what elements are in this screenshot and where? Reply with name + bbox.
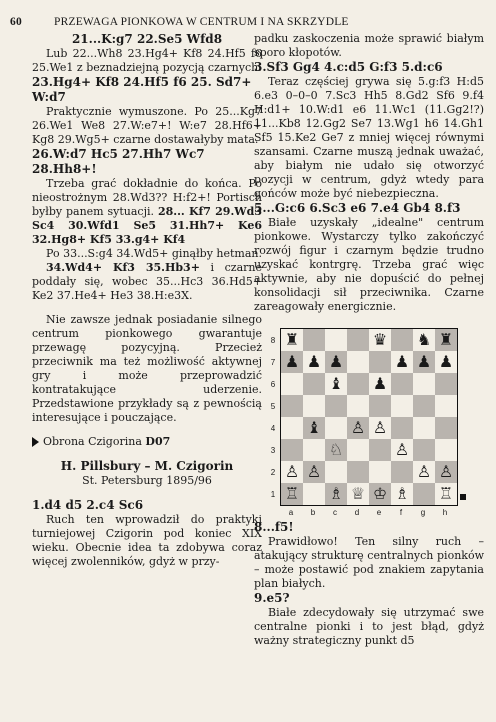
square-d5 (347, 395, 369, 417)
square-h6 (435, 373, 457, 395)
file-label: c (333, 508, 337, 517)
opening-line (32, 435, 262, 449)
square-g3 (413, 439, 435, 461)
comment-text: i czarne poddały się, wobec 35...Hc3 36.Hd5+ Ke2 37.He4+ He3 38.H:e3X. (32, 261, 262, 302)
file-label: d (354, 508, 360, 517)
move-line: 8...f5! (254, 520, 294, 534)
square-h1: ♖ (435, 483, 457, 505)
square-b6 (303, 373, 325, 395)
left-column (32, 32, 262, 569)
move-line: 1.d4 d5 2.c4 Sc6 (32, 498, 144, 512)
square-b7: ♟ (303, 351, 325, 373)
paragraph: Nie zawsze jednak posiadanie silnego centrum pionkowego gwarantuje przewagę pozycyjną. Przecież przeciwnik ma też możliwość aktywnej gry i może przeprowadzić kontratakujące uderzenie. Przedstawione przykłady są z pewnością interesujące i pouczające. (32, 313, 262, 424)
chess-diagram (268, 324, 462, 520)
paragraph: Lub 22...Wh8 23.Hg4+ Kf8 24.Hf5 f6 25.We1 z beznadziejną pozycją czarnych. (32, 47, 262, 74)
page-header (0, 6, 496, 30)
square-h5 (435, 395, 457, 417)
square-f7: ♟ (391, 351, 413, 373)
square-f2 (391, 461, 413, 483)
square-g2: ♙ (413, 461, 435, 483)
square-f8 (391, 329, 413, 351)
square-g6 (413, 373, 435, 395)
square-e5 (369, 395, 391, 417)
square-h4 (435, 417, 457, 439)
file-label: b (310, 508, 316, 517)
square-b3 (303, 439, 325, 461)
square-d6 (347, 373, 369, 395)
square-g4 (413, 417, 435, 439)
square-d3 (347, 439, 369, 461)
right-column (254, 32, 484, 648)
square-a1: ♖ (281, 483, 303, 505)
white-to-move-marker (460, 494, 466, 500)
square-h2: ♙ (435, 461, 457, 483)
square-e3 (369, 439, 391, 461)
file-label: a (288, 508, 294, 517)
square-f4 (391, 417, 413, 439)
square-b4: ♝ (303, 417, 325, 439)
square-f5 (391, 395, 413, 417)
square-h7: ♟ (435, 351, 457, 373)
move-line: 5...G:c6 6.Sc3 e6 7.e4 Gb4 8.f3 (254, 201, 461, 215)
paragraph (32, 177, 262, 247)
running-title: PRZEWAGA PIONKOWA W CENTRUM I NA SKRZYDLE (54, 16, 349, 28)
square-e1: ♔ (369, 483, 391, 505)
square-c7: ♟ (325, 351, 347, 373)
file-label: g (420, 508, 426, 517)
move-line: 23.Hg4+ Kf8 24.Hf5 f6 25. Sd7+ W:d7 (32, 75, 252, 104)
triangle-icon (32, 437, 39, 447)
square-g1 (413, 483, 435, 505)
square-e7 (369, 351, 391, 373)
square-d2 (347, 461, 369, 483)
paragraph: Prawidłowo! Ten silny ruch – atakujący strukturę centralnych pionków – może postawić pod znakiem zapytania plan białych. (254, 535, 484, 590)
square-f6 (391, 373, 413, 395)
square-b8 (303, 329, 325, 351)
square-b2: ♙ (303, 461, 325, 483)
square-d8 (347, 329, 369, 351)
rank-label: 8 (270, 336, 276, 345)
rank-label: 1 (270, 490, 276, 499)
move-line: 3.Sf3 Gg4 4.c:d5 G:f3 5.d:c6 (254, 60, 443, 74)
paragraph: Po 33...S:g4 34.Wd5+ ginąłby hetman. (46, 247, 262, 260)
square-a5 (281, 395, 303, 417)
square-c1: ♗ (325, 483, 347, 505)
square-c4 (325, 417, 347, 439)
paragraph: Teraz częściej grywa się 5.g:f3 H:d5 6.e3 0–0–0 7.Sc3 Hh5 8.Gd2 Sf6 9.f4 H:d1+ 10.W:d1 e6 11.Wc1 (11.Gg2!?) 11...Kb8 12.Gg2 Se7 13.Wg1 h6 14.Gh1 Sf5 15.Ke2 Ge7 z mniej więcej równymi szansami. Czarne muszą jednak uważać, aby białym nie udało się otworzyć pozycji w centrum, gdyż wtedy para gońców może być niebezpieczna. (254, 75, 484, 200)
move-text: 28... Kf7 29.Wd3 Sc4 30.Wfd1 Se5 31.Hh7+ Ke6 32.Hg8+ Kf5 33.g4+ Kf4 (32, 205, 262, 246)
game-event: St. Petersburg 1895/96 (82, 474, 212, 487)
square-a7: ♟ (281, 351, 303, 373)
square-a8: ♜ (281, 329, 303, 351)
rank-label: 2 (270, 468, 276, 477)
square-d7 (347, 351, 369, 373)
file-label: h (442, 508, 448, 517)
paragraph: padku zaskoczenia może sprawić białym sporo kłopotów. (254, 32, 484, 59)
square-g7: ♟ (413, 351, 435, 373)
square-d1: ♕ (347, 483, 369, 505)
rank-label: 4 (270, 424, 276, 433)
opening-code: D07 (145, 435, 171, 448)
paragraph: Praktycznie wymuszone. Po 25...Kg7 26.We1 We8 27.W:e7+! W:e7 28.Hf6+ Kg8 29.Wg5+ czarne dostawałyby mata. (32, 105, 262, 146)
chess-board (280, 328, 458, 506)
square-c6: ♝ (325, 373, 347, 395)
square-b5 (303, 395, 325, 417)
square-c8 (325, 329, 347, 351)
square-e6: ♟ (369, 373, 391, 395)
paragraph (32, 261, 262, 303)
page-number: 60 (10, 16, 22, 28)
square-e8: ♛ (369, 329, 391, 351)
square-h3 (435, 439, 457, 461)
square-e2 (369, 461, 391, 483)
move-line: 21...K:g7 22.Se5 Wfd8 (71, 32, 223, 46)
square-g8: ♞ (413, 329, 435, 351)
game-players: H. Pillsbury – M. Czigorin (60, 459, 234, 473)
move-line: 26.W:d7 Hc5 27.Hh7 Wc7 28.Hh8+! (32, 147, 205, 176)
paragraph: Białe uzyskały „idealne" centrum pionkowe. Wystarczy tylko zakończyć rozwój figur i czarnym będzie trudno uzyskać kontrgrę. Trzeba grać więc aktywnie, aby nie dopuścić do pełnej konsolidacji sił przeciwnika. Czarne zareagowały energicznie. (254, 216, 484, 313)
rank-label: 5 (270, 402, 276, 411)
move-line: 9.e5? (254, 591, 290, 605)
square-f3: ♙ (391, 439, 413, 461)
square-a6 (281, 373, 303, 395)
paragraph: Ruch ten wprowadził do praktyki turniejowej Czigorin pod koniec XIX wieku. Obecnie idea ta zdobywa coraz więcej zwolenników, gdyż w przy- (32, 513, 262, 568)
file-label: f (399, 508, 403, 517)
square-e4: ♙ (369, 417, 391, 439)
square-c3: ♘ (325, 439, 347, 461)
square-c5 (325, 395, 347, 417)
square-h8: ♜ (435, 329, 457, 351)
square-a2: ♙ (281, 461, 303, 483)
square-c2 (325, 461, 347, 483)
rank-label: 3 (270, 446, 276, 455)
square-a4 (281, 417, 303, 439)
comment-text: Trzeba grać dokładnie do końca. Po nieostrożnym 28.Wd3?? H:f2+! Portisch byłby panem sytuacji. (32, 177, 262, 218)
square-b1 (303, 483, 325, 505)
file-label: e (376, 508, 382, 517)
move-text: 34.Wd4+ Kf3 35.Hb3+ (46, 261, 200, 274)
square-a3 (281, 439, 303, 461)
square-g5 (413, 395, 435, 417)
square-d4: ♙ (347, 417, 369, 439)
square-f1: ♗ (391, 483, 413, 505)
rank-label: 6 (270, 380, 276, 389)
paragraph: Białe zdecydowały się utrzymać swe centralne pionki i to jest błąd, gdyż ważny strategiczny punkt d5 (254, 606, 484, 647)
rank-label: 7 (270, 358, 276, 367)
opening-name: Obrona Czigorina (43, 435, 142, 448)
